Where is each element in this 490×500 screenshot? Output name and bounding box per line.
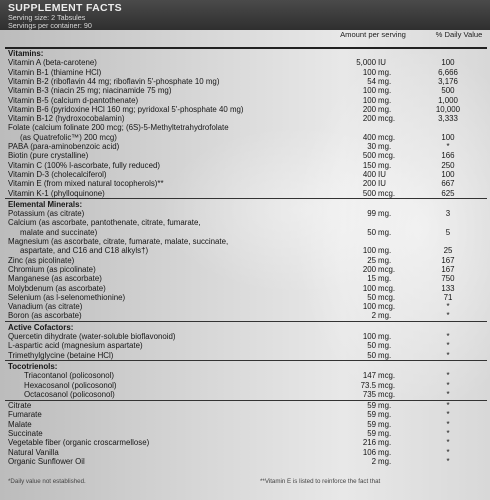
nutrient-name: Manganese (as ascorbate): [8, 274, 102, 284]
section-heading: [0, 323, 490, 332]
nutrient-row: [0, 123, 490, 132]
nutrient-unit: mg.: [378, 142, 392, 151]
nutrient-row: [0, 429, 490, 438]
nutrient-daily-value: *: [446, 456, 450, 466]
section-heading: [0, 362, 490, 371]
nutrient-daily-value: *: [446, 341, 450, 351]
nutrient-daily-value: 750: [441, 274, 455, 284]
nutrient-amount: 106: [362, 447, 376, 457]
nutrient-row: [0, 265, 490, 274]
nutrient-name: Vitamin B-6 (pyridoxine HCl 160 mg; pyridoxal 5'-phosphate 40 mg): [8, 104, 244, 114]
nutrient-daily-value: 100: [441, 58, 455, 68]
nutrient-row: [0, 284, 490, 293]
nutrient-daily-value: 5: [445, 227, 451, 237]
nutrient-unit: mg.: [378, 209, 392, 219]
nutrient-daily-value: 166: [441, 151, 455, 161]
nutrient-unit: mcg.: [378, 114, 396, 124]
nutrient-name: Chromium (as picolinate): [8, 264, 96, 274]
nutrient-amount: 200: [362, 264, 376, 274]
nutrient-daily-value: 3,333: [438, 114, 458, 124]
nutrient-daily-value: 133: [441, 283, 455, 293]
nutrient-row: [0, 410, 490, 419]
label-title: SUPPLEMENT FACTS: [8, 2, 122, 14]
nutrient-name: Magnesium (as ascorbate, citrate, fumarate, malate, succinate,: [8, 237, 229, 246]
nutrient-row: [0, 341, 490, 350]
nutrient-name: Boron (as ascorbate): [8, 311, 82, 321]
nutrient-name: Vitamin B-2 (riboflavin 44 mg; riboflavin 5'-phosphate 10 mg): [8, 76, 220, 86]
nutrient-daily-value: *: [446, 311, 450, 321]
nutrient-unit: mcg.: [378, 292, 396, 302]
nutrient-name: Trimethylglycine (betaine HCl): [8, 350, 114, 360]
nutrient-unit: mcg.: [378, 380, 396, 390]
nutrient-name: Triacontanol (policosonol): [24, 371, 115, 381]
nutrient-amount: 100: [362, 86, 376, 96]
nutrient-row: [0, 371, 490, 380]
nutrient-name: Vitamin E (from mixed natural tocopherols)**: [8, 179, 164, 189]
nutrient-row: [0, 246, 490, 255]
nutrient-daily-value: 100: [441, 169, 455, 179]
nutrient-amount: 25: [367, 255, 376, 265]
nutrient-name: Succinate: [8, 429, 43, 438]
nutrient-daily-value: 25: [443, 246, 453, 256]
nutrient-row: [0, 457, 490, 466]
nutrient-daily-value: 167: [441, 255, 455, 265]
nutrient-name: Elemental Minerals:: [8, 199, 83, 209]
nutrient-amount: 2: [371, 456, 376, 466]
nutrient-amount: 150: [362, 160, 376, 170]
nutrient-row: [0, 381, 490, 390]
nutrient-unit: mg.: [378, 274, 392, 284]
nutrient-amount: 50: [367, 350, 376, 360]
nutrient-name: Natural Vanilla: [8, 447, 59, 457]
nutrient-row: [0, 420, 490, 429]
nutrient-unit: mg.: [378, 246, 392, 256]
nutrient-unit: mg.: [378, 227, 392, 237]
nutrient-row: [0, 170, 490, 179]
footnote-right: **Vitamin E is listed to reinforce the fact that: [260, 478, 381, 485]
nutrient-amount: 99: [367, 209, 376, 219]
nutrient-daily-value: *: [446, 410, 450, 420]
nutrient-amount: 400: [362, 132, 376, 142]
nutrient-daily-value: 10,000: [435, 104, 461, 114]
nutrient-row: [0, 142, 490, 151]
footnote-left: *Daily value not established.: [8, 478, 86, 485]
nutrient-unit: mg.: [378, 456, 392, 466]
nutrient-name: Organic Sunflower Oil: [8, 456, 85, 466]
nutrient-amount: 200: [362, 179, 376, 189]
nutrient-amount: 147: [362, 371, 376, 381]
nutrient-name: Vitamin C (100% l-ascorbate, fully reduced): [8, 160, 161, 170]
nutrient-name: Vitamins:: [8, 49, 44, 58]
nutrient-unit: mg.: [378, 332, 392, 341]
nutrient-row: [0, 86, 490, 95]
nutrient-unit: mg.: [378, 341, 392, 351]
nutrient-name: Folate (calcium folinate 200 mcg; (6S)-5-Methyltetrahydrofolate: [8, 123, 229, 133]
nutrient-name: malate and succinate): [20, 227, 98, 237]
nutrient-name: Biotin (pure crystalline): [8, 151, 89, 161]
nutrient-name: Octacosanol (policosonol): [24, 389, 115, 399]
nutrient-amount: 400: [362, 169, 376, 179]
nutrient-row: [0, 302, 490, 311]
nutrient-amount: 100: [362, 67, 376, 77]
nutrient-unit: mcg.: [378, 132, 396, 142]
nutrient-unit: mg.: [378, 160, 392, 170]
nutrient-name: Vitamin B-1 (thiamine HCl): [8, 67, 102, 77]
nutrient-name: Vitamin K-1 (phylloquinone): [8, 188, 105, 198]
nutrient-amount: 200: [362, 114, 376, 124]
nutrient-daily-value: *: [446, 419, 450, 429]
nutrient-amount: 100: [362, 302, 376, 312]
nutrient-name: L-aspartic acid (magnesium aspartate): [8, 341, 143, 351]
nutrient-row: [0, 179, 490, 188]
nutrient-amount: 2: [371, 311, 376, 321]
nutrient-row: [0, 311, 490, 320]
nutrient-daily-value: 6,666: [438, 67, 458, 77]
nutrient-unit: mg.: [378, 86, 392, 96]
nutrient-name: Vitamin B-12 (hydroxocobalamin): [8, 114, 125, 124]
nutrient-daily-value: 250: [441, 160, 455, 170]
nutrient-row: [0, 96, 490, 105]
nutrient-amount: 216: [362, 438, 376, 448]
nutrient-name: Quercetin dihydrate (water-soluble bioflavonoid): [8, 332, 176, 341]
nutrient-unit: mg.: [378, 76, 392, 86]
nutrient-row: [0, 237, 490, 246]
nutrient-daily-value: 100: [441, 132, 455, 142]
nutrient-row: [0, 401, 490, 410]
nutrient-row: [0, 351, 490, 360]
nutrient-name: Molybdenum (as ascorbate): [8, 283, 106, 293]
nutrient-daily-value: *: [446, 438, 450, 448]
nutrient-amount: 73.5: [360, 380, 376, 390]
nutrient-daily-value: 3,176: [438, 76, 458, 86]
nutrient-name: Fumarate: [8, 410, 42, 420]
nutrient-unit: mg.: [378, 410, 392, 420]
nutrient-amount: 500: [362, 151, 376, 161]
nutrient-name: Vitamin B-3 (niacin 25 mg; niacinamide 75 mg): [8, 86, 172, 96]
nutrient-amount: 100: [362, 283, 376, 293]
nutrient-name: PABA (para-aminobenzoic acid): [8, 142, 120, 151]
nutrient-daily-value: *: [446, 380, 450, 390]
nutrient-row: [0, 133, 490, 142]
nutrient-name: aspartate, and C16 and C18 alkyls†): [20, 246, 149, 256]
nutrient-row: [0, 218, 490, 227]
nutrient-amount: 100: [362, 332, 376, 341]
nutrient-daily-value: 500: [441, 86, 455, 96]
nutrient-amount: 200: [362, 104, 376, 114]
nutrient-unit: mg.: [378, 311, 392, 321]
nutrient-row: [0, 293, 490, 302]
nutrient-daily-value: *: [446, 302, 450, 312]
nutrient-name: Citrate: [8, 401, 32, 411]
nutrient-row: [0, 438, 490, 447]
nutrient-name: Vegetable fiber (organic croscarmellose): [8, 438, 150, 448]
nutrient-amount: 59: [367, 419, 376, 429]
nutrient-amount: 735: [362, 389, 376, 399]
servings-per-container: Servings per container: 90: [8, 21, 92, 30]
nutrient-amount: 59: [367, 410, 376, 420]
nutrient-amount: 50: [367, 341, 376, 351]
nutrient-unit: mg.: [378, 419, 392, 429]
nutrient-unit: mg.: [378, 438, 392, 448]
nutrient-name: Vitamin B-5 (calcium d-pantothenate): [8, 95, 139, 105]
nutrient-daily-value: *: [446, 332, 450, 341]
nutrient-unit: mg.: [378, 447, 392, 457]
nutrient-name: Vitamin D-3 (cholecalciferol): [8, 169, 107, 179]
nutrient-row: [0, 209, 490, 218]
nutrient-daily-value: *: [446, 389, 450, 399]
nutrient-unit: mcg.: [378, 151, 396, 161]
nutrient-name: Tocotrienols:: [8, 361, 58, 371]
nutrient-name: Active Cofactors:: [8, 322, 74, 332]
nutrient-row: [0, 390, 490, 399]
nutrient-daily-value: 167: [441, 264, 455, 274]
nutrient-row: [0, 68, 490, 77]
nutrient-amount: 59: [367, 401, 376, 411]
column-header-daily-value: % Daily Value: [435, 30, 483, 39]
nutrient-amount: 5,000: [356, 58, 376, 68]
nutrient-unit: mcg.: [378, 302, 396, 312]
nutrient-amount: 100: [362, 246, 376, 256]
nutrient-unit: mcg.: [378, 283, 396, 293]
nutrient-daily-value: 3: [445, 209, 451, 219]
nutrient-amount: 100: [362, 95, 376, 105]
nutrient-row: [0, 77, 490, 86]
nutrient-daily-value: 667: [441, 179, 455, 189]
nutrient-unit: mg.: [378, 255, 392, 265]
nutrient-name: (as Quatrefolic™) 200 mcg): [20, 132, 117, 142]
nutrient-unit: mg.: [378, 104, 392, 114]
nutrient-daily-value: 1,000: [438, 95, 458, 105]
nutrient-unit: IU: [378, 169, 386, 179]
nutrient-name: Calcium (as ascorbate, pantothenate, citrate, fumarate,: [8, 218, 201, 228]
nutrient-unit: mg.: [378, 401, 392, 411]
nutrient-row: [0, 228, 490, 237]
nutrient-row: [0, 332, 490, 341]
nutrient-row: [0, 274, 490, 283]
nutrient-amount: 59: [367, 429, 376, 438]
nutrient-row: [0, 161, 490, 170]
nutrient-daily-value: *: [446, 429, 450, 438]
nutrient-row: [0, 105, 490, 114]
nutrient-name: Vanadium (as citrate): [8, 302, 83, 312]
nutrient-row: [0, 114, 490, 123]
nutrient-row: [0, 58, 490, 67]
nutrient-row: [0, 151, 490, 160]
nutrient-amount: 50: [367, 292, 376, 302]
nutrient-amount: 15: [367, 274, 376, 284]
nutrient-daily-value: *: [446, 350, 450, 360]
nutrient-name: Zinc (as picolinate): [8, 255, 75, 265]
nutrient-daily-value: 625: [441, 188, 455, 198]
nutrient-daily-value: *: [446, 447, 450, 457]
nutrient-amount: 54: [367, 76, 376, 86]
serving-size: Serving size: 2 Tabsules: [8, 13, 86, 22]
nutrient-row: [0, 189, 490, 198]
nutrient-unit: mcg.: [378, 188, 396, 198]
nutrient-daily-value: *: [446, 142, 450, 151]
nutrient-daily-value: *: [446, 371, 450, 381]
nutrient-name: Hexacosanol (policosonol): [24, 380, 117, 390]
nutrient-name: Malate: [8, 419, 32, 429]
nutrient-unit: IU: [378, 58, 386, 68]
nutrient-name: Vitamin A (beta-carotene): [8, 58, 97, 68]
nutrient-unit: mg.: [378, 67, 392, 77]
nutrient-amount: 50: [367, 227, 376, 237]
nutrient-unit: mcg.: [378, 371, 396, 381]
section-heading: [0, 49, 490, 58]
nutrient-unit: mcg.: [378, 389, 396, 399]
nutrient-name: Potassium (as citrate): [8, 209, 85, 219]
nutrient-row: [0, 448, 490, 457]
supplement-facts-header: [0, 0, 490, 30]
nutrient-unit: mg.: [378, 350, 392, 360]
nutrient-unit: mg.: [378, 95, 392, 105]
column-header-amount: Amount per serving: [340, 30, 406, 39]
nutrient-unit: IU: [378, 179, 386, 189]
nutrient-amount: 500: [362, 188, 376, 198]
section-heading: [0, 200, 490, 209]
nutrient-name: Selenium (as l-selenomethionine): [8, 292, 126, 302]
nutrient-unit: mg.: [378, 429, 392, 438]
nutrient-amount: 30: [367, 142, 376, 151]
nutrient-daily-value: *: [446, 401, 450, 411]
nutrient-unit: mcg.: [378, 264, 396, 274]
nutrient-row: [0, 256, 490, 265]
nutrient-daily-value: 71: [443, 292, 453, 302]
